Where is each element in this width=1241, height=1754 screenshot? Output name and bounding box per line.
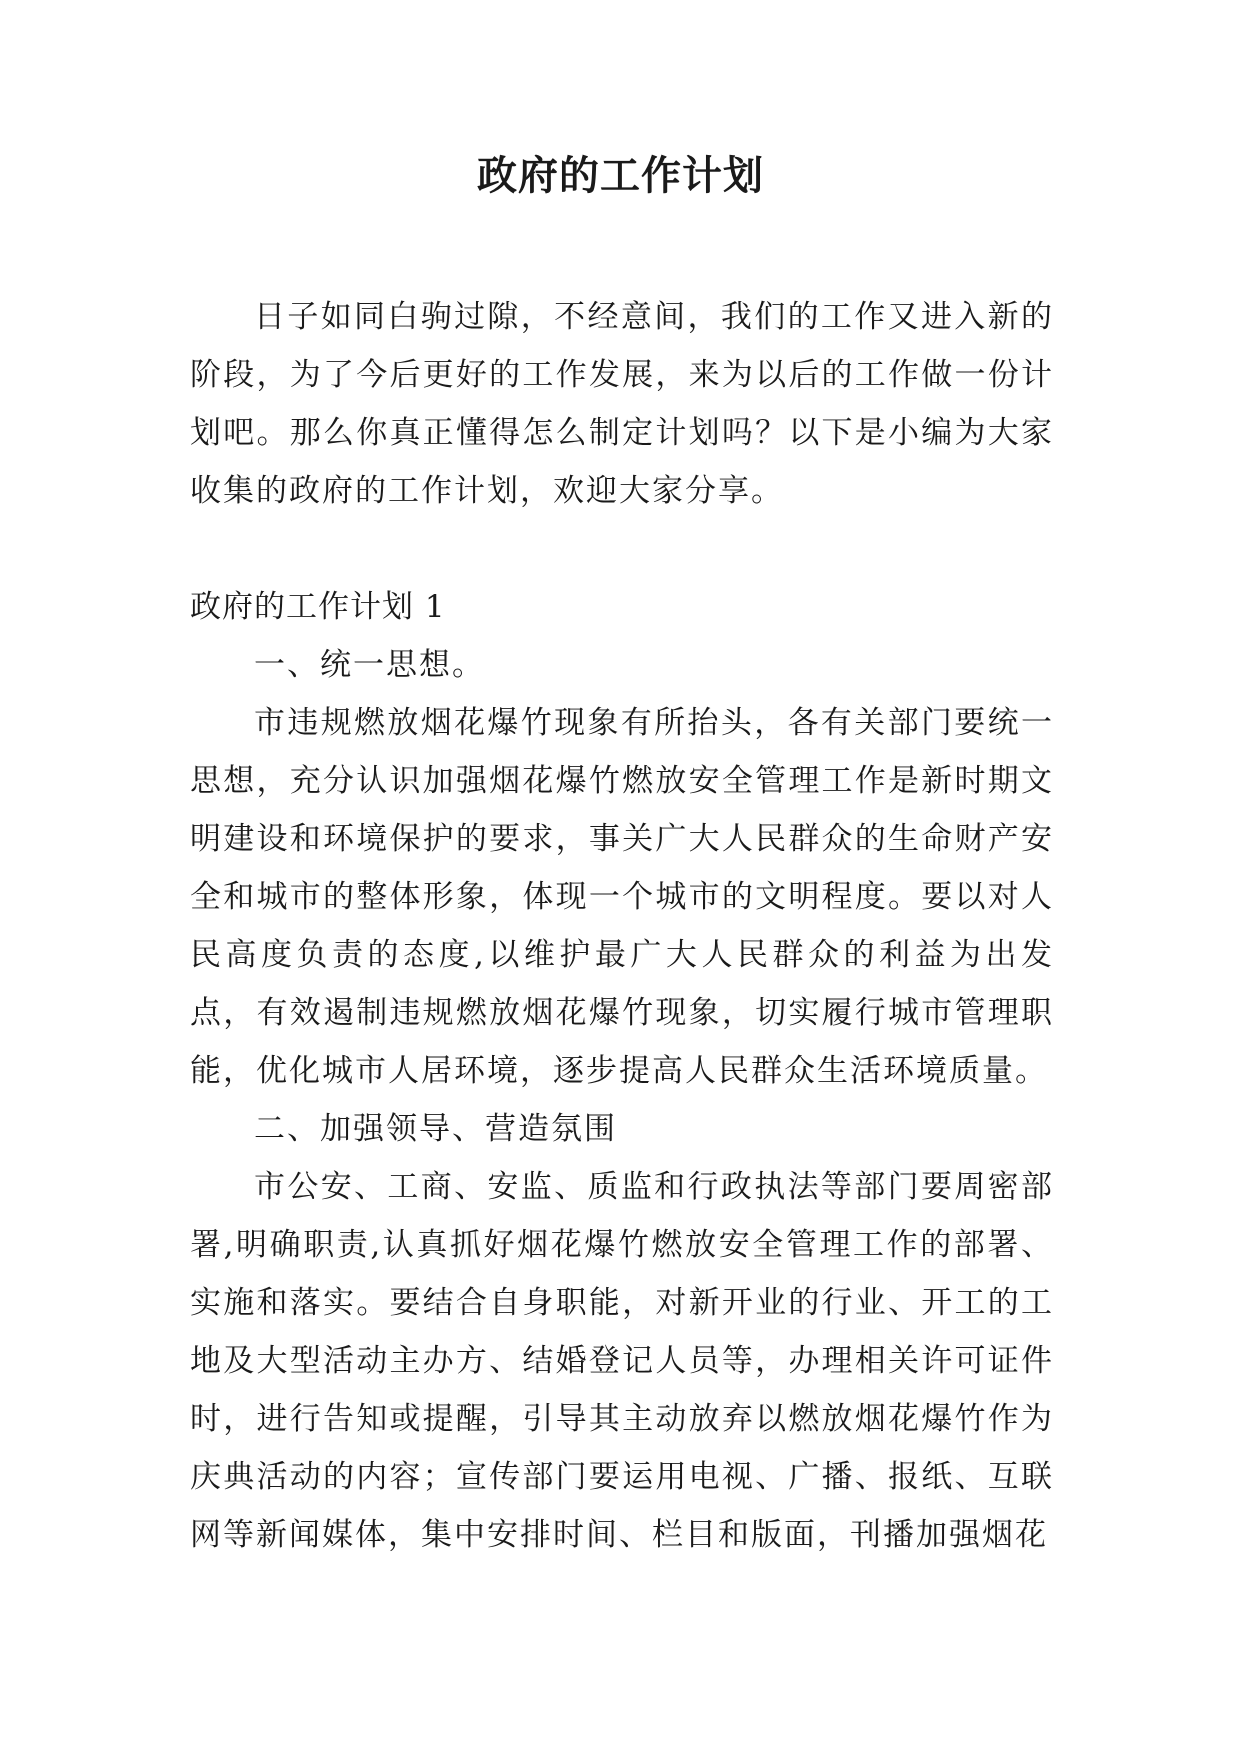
intro-paragraph: 日子如同白驹过隙，不经意间，我们的工作又进入新的阶段，为了今后更好的工作发展，来为以后的工作做一份计划吧。那么你真正懂得怎么制定计划吗？以下是小编为大家收集的政府的工作计划，欢迎大家分享。 xyxy=(190,299,1054,509)
section-title: 政府的工作计划 1 xyxy=(190,589,446,625)
document-title: 政府的工作计划 xyxy=(477,152,764,199)
paragraph-unify-thinking: 市违规燃放烟花爆竹现象有所抬头，各有关部门要统一思想，充分认识加强烟花爆竹燃放安全管理工作是新时期文明建设和环境保护的要求，事关广大人民群众的生命财产安全和城市的整体形象，体现一个城市的文明程度。要以对人民高度负责的态度,以维护最广大人民群众的利益为出发点，有效遏制违规燃放烟花爆竹现象，切实履行城市管理职能，优化城市人居环境，逐步提高人民群众生活环境质量。 xyxy=(190,705,1054,1089)
heading-strengthen-leadership: 二、加强领导、营造氛围 xyxy=(254,1111,617,1147)
heading-unify-thinking: 一、统一思想。 xyxy=(254,647,485,683)
document-body xyxy=(190,288,1054,1564)
paragraph-strengthen-leadership: 市公安、工商、安监、质监和行政执法等部门要周密部署,明确职责,认真抓好烟花爆竹燃放安全管理工作的部署、实施和落实。要结合自身职能，对新开业的行业、开工的工地及大型活动主办方、结婚登记人员等，办理相关许可证件时，进行告知或提醒，引导其主动放弃以燃放烟花爆竹作为庆典活动的内容；宣传部门要运用电视、广播、报纸、互联网等新闻媒体，集中安排时间、栏目和版面，刊播加强烟花 xyxy=(190,1169,1054,1553)
